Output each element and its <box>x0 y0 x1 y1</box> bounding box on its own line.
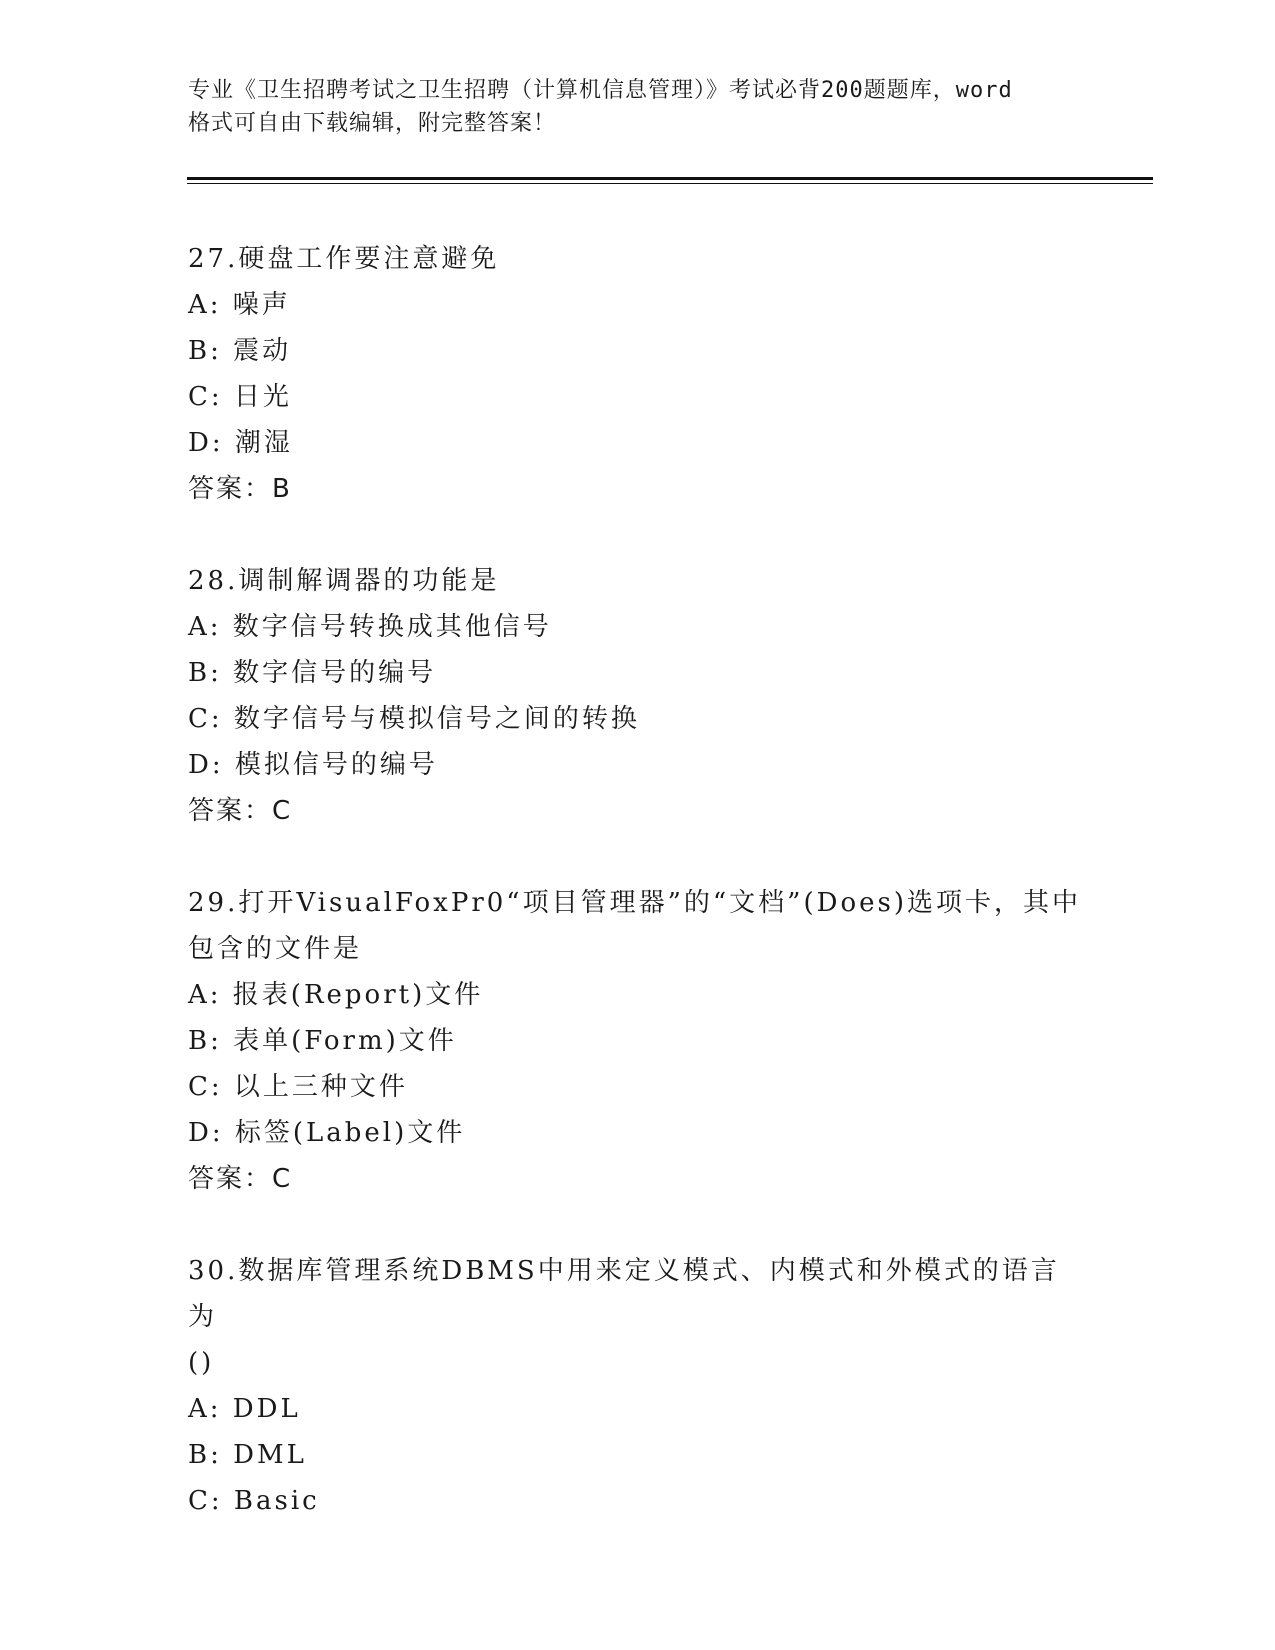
option-a: A: 噪声 <box>188 290 291 320</box>
header-line-2: 格式可自由下载编辑，附完整答案！ <box>188 111 557 136</box>
question-29 <box>188 880 1088 1202</box>
option-b: B: 数字信号的编号 <box>188 658 437 688</box>
header-line-1: 专业《卫生招聘考试之卫生招聘（计算机信息管理）》考试必背200题题库，word <box>188 78 1013 103</box>
option-c: C: 日光 <box>188 382 292 412</box>
question-stem-line-1: 30.数据库管理系统DBMS中用来定义模式、内模式和外模式的语言为 <box>188 1256 1060 1332</box>
question-stem-line-2: () <box>188 1348 215 1378</box>
option-b: B: 表单(Form)文件 <box>188 1026 457 1056</box>
question-stem: 28.调制解调器的功能是 <box>188 566 500 596</box>
question-30 <box>188 1248 1088 1524</box>
option-a: A: 数字信号转换成其他信号 <box>188 612 552 642</box>
question-28 <box>188 558 1088 834</box>
question-list <box>188 236 1088 1570</box>
option-c: C: 数字信号与模拟信号之间的转换 <box>188 704 640 734</box>
option-a: A: DDL <box>188 1394 301 1424</box>
question-stem: 27.硬盘工作要注意避免 <box>188 244 500 274</box>
answer-line: 答案：B <box>188 474 292 504</box>
option-d: D: 模拟信号的编号 <box>188 750 438 780</box>
option-d: D: 潮湿 <box>188 428 293 458</box>
document-header <box>188 74 1088 140</box>
option-c: C: Basic <box>188 1486 320 1516</box>
option-a: A: 报表(Report)文件 <box>188 980 484 1010</box>
option-c: C: 以上三种文件 <box>188 1072 408 1102</box>
header-rule-thick <box>187 177 1153 180</box>
question-stem-line-1: 29.打开VisualFoxPr0“项目管理器”的“文档”(Does)选项卡，其中 <box>188 888 1081 918</box>
option-d: D: 标签(Label)文件 <box>188 1118 466 1148</box>
answer-line: 答案：C <box>188 1164 293 1194</box>
option-b: B: 震动 <box>188 336 292 366</box>
question-27 <box>188 236 1088 512</box>
question-stem-line-2: 包含的文件是 <box>188 934 363 964</box>
option-b: B: DML <box>188 1440 307 1470</box>
header-rule-thin <box>187 183 1153 184</box>
answer-line: 答案：C <box>188 796 293 826</box>
